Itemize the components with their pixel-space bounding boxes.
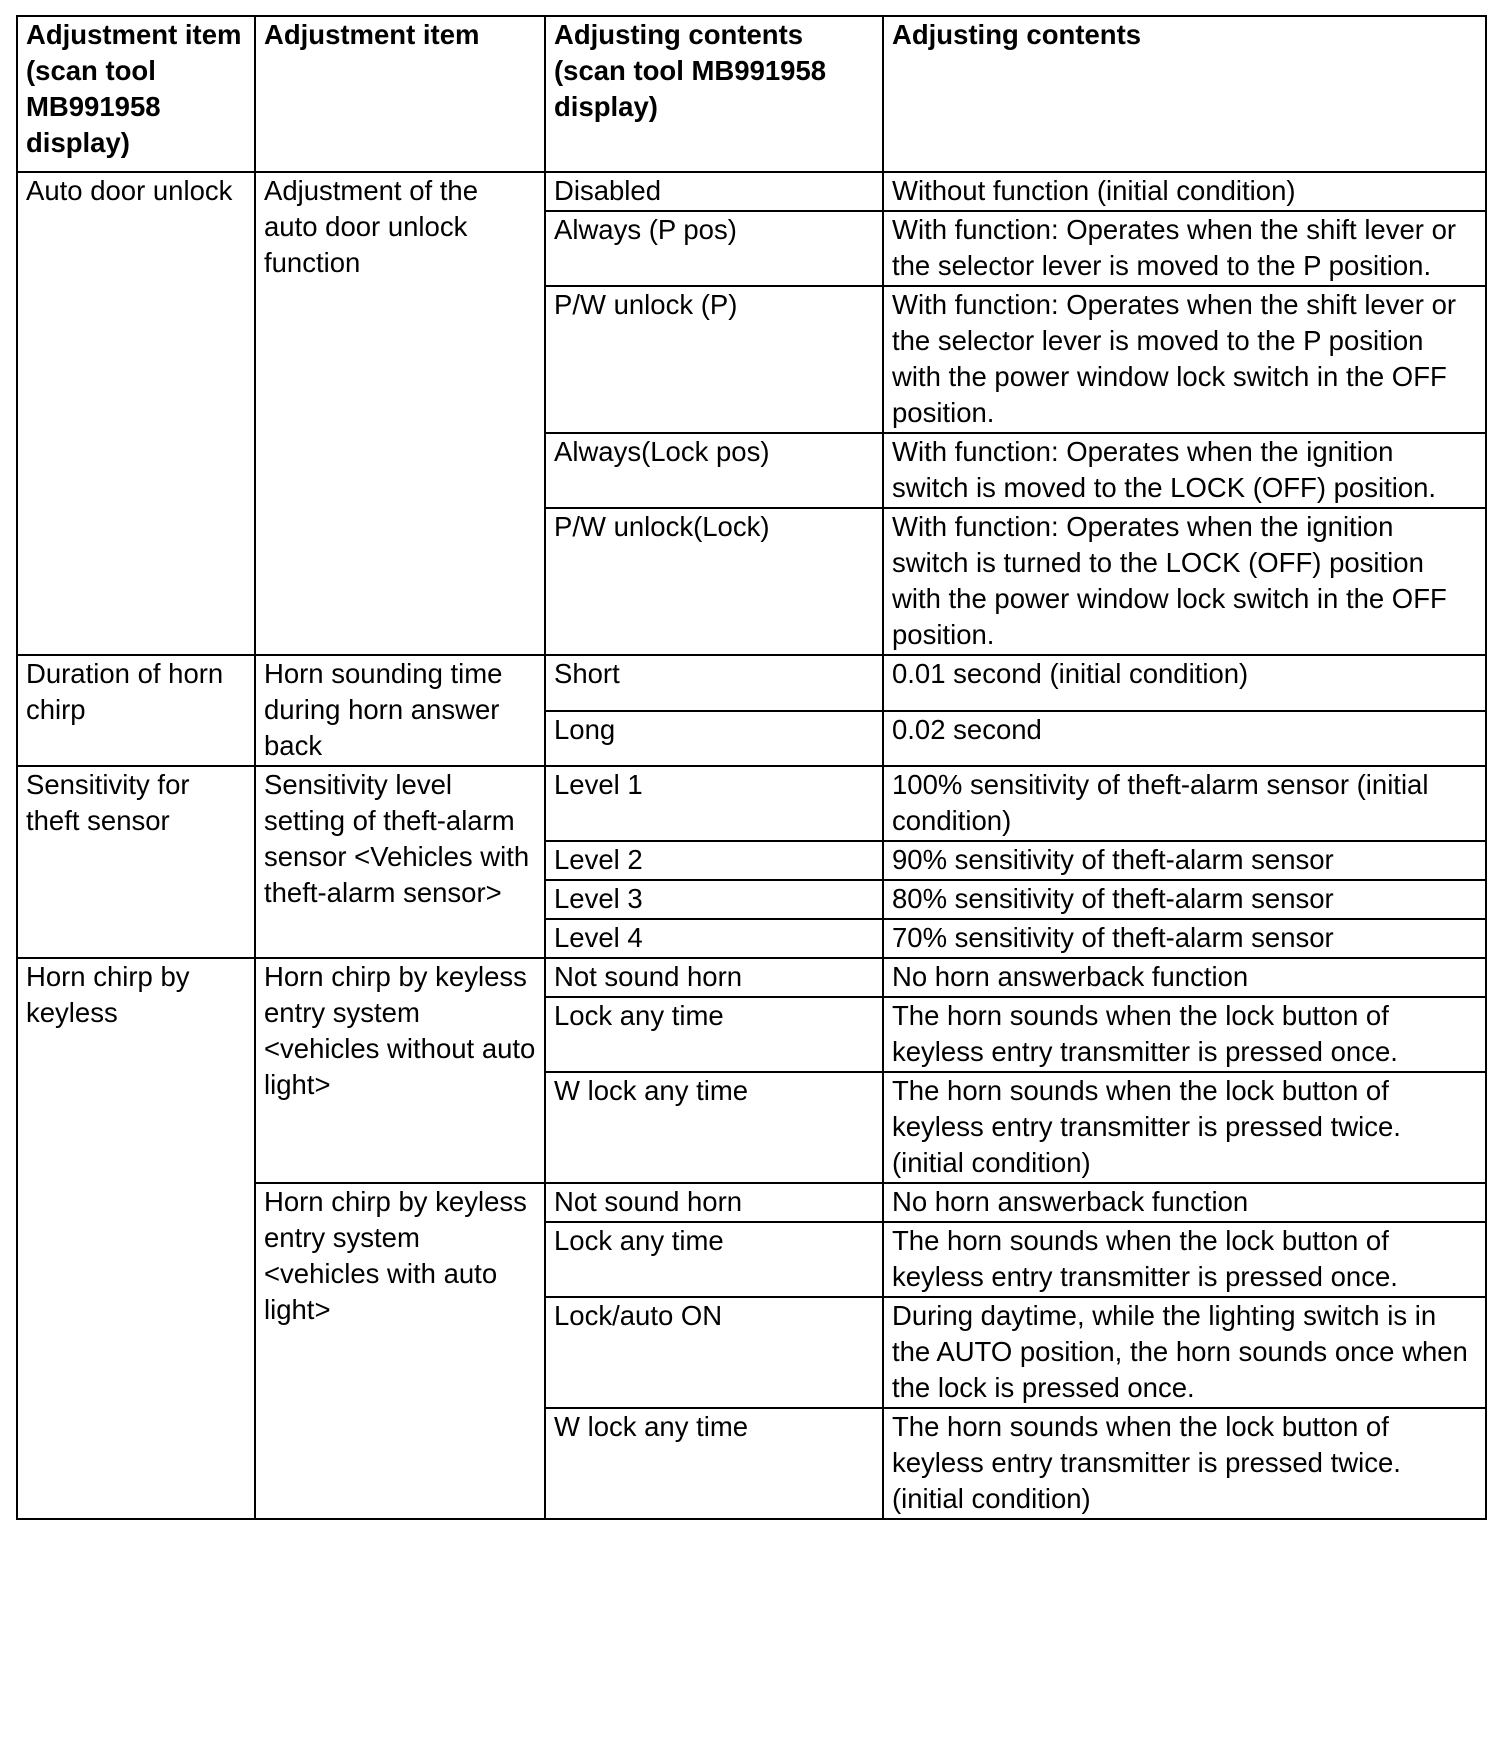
cell-contents: 90% sensitivity of theft-alarm sensor — [883, 841, 1486, 880]
cell-item-display: Duration of horn chirp — [17, 655, 255, 766]
cell-contents: During daytime, while the lighting switch is in the AUTO position, the horn sounds once when the lock is pressed once. — [883, 1297, 1486, 1408]
cell-contents-display: Not sound horn — [545, 958, 883, 997]
cell-contents-display: P/W unlock(Lock) — [545, 508, 883, 655]
table-row — [17, 766, 1486, 841]
cell-contents: Without function (initial condition) — [883, 172, 1486, 211]
cell-contents: 80% sensitivity of theft-alarm sensor — [883, 880, 1486, 919]
cell-contents-display: Short — [545, 655, 883, 711]
cell-contents: No horn answerback function — [883, 1183, 1486, 1222]
cell-item-display: Auto door unlock — [17, 172, 255, 655]
cell-contents: 100% sensitivity of theft-alarm sensor (initial condition) — [883, 766, 1486, 841]
cell-item: Horn sounding time during horn answer back — [255, 655, 545, 766]
table-row — [17, 958, 1486, 997]
cell-contents-display: Not sound horn — [545, 1183, 883, 1222]
cell-contents-display: P/W unlock (P) — [545, 286, 883, 433]
cell-contents: The horn sounds when the lock button of keyless entry transmitter is pressed twice. (initial condition) — [883, 1408, 1486, 1519]
cell-item-display: Horn chirp by keyless — [17, 958, 255, 1519]
cell-contents-display: Lock any time — [545, 1222, 883, 1297]
cell-contents-display: Long — [545, 711, 883, 767]
cell-contents: With function: Operates when the shift lever or the selector lever is moved to the P position. — [883, 211, 1486, 286]
cell-contents-display: Level 2 — [545, 841, 883, 880]
header-contents: Adjusting contents — [883, 16, 1486, 172]
cell-contents: With function: Operates when the shift lever or the selector lever is moved to the P position with the power window lock switch in the OFF position. — [883, 286, 1486, 433]
header-item: Adjustment item — [255, 16, 545, 172]
cell-contents-display: Disabled — [545, 172, 883, 211]
cell-contents-display: Level 1 — [545, 766, 883, 841]
cell-item: Horn chirp by keyless entry system <vehicles with auto light> — [255, 1183, 545, 1519]
cell-item-display: Sensitivity for theft sensor — [17, 766, 255, 958]
cell-contents-display: W lock any time — [545, 1408, 883, 1519]
header-item-display: Adjustment item (scan tool MB991958 display) — [17, 16, 255, 172]
cell-item: Horn chirp by keyless entry system <vehicles without auto light> — [255, 958, 545, 1183]
cell-item: Sensitivity level setting of theft-alarm sensor <Vehicles with theft-alarm sensor> — [255, 766, 545, 958]
cell-contents: 70% sensitivity of theft-alarm sensor — [883, 919, 1486, 958]
cell-contents: With function: Operates when the ignition switch is turned to the LOCK (OFF) position with the power window lock switch in the OFF position. — [883, 508, 1486, 655]
cell-contents: The horn sounds when the lock button of keyless entry transmitter is pressed once. — [883, 1222, 1486, 1297]
cell-contents-display: Always(Lock pos) — [545, 433, 883, 508]
cell-contents-display: Lock/auto ON — [545, 1297, 883, 1408]
table-body — [17, 172, 1486, 1519]
table-row — [17, 655, 1486, 711]
cell-contents: With function: Operates when the ignition switch is moved to the LOCK (OFF) position. — [883, 433, 1486, 508]
cell-contents: 0.02 second — [883, 711, 1486, 767]
cell-item: Adjustment of the auto door unlock function — [255, 172, 545, 655]
table-row — [17, 172, 1486, 211]
cell-contents: The horn sounds when the lock button of keyless entry transmitter is pressed once. — [883, 997, 1486, 1072]
header-contents-display: Adjusting contents (scan tool MB991958 display) — [545, 16, 883, 172]
cell-contents-display: Level 3 — [545, 880, 883, 919]
cell-contents: The horn sounds when the lock button of keyless entry transmitter is pressed twice. (initial condition) — [883, 1072, 1486, 1183]
adjustment-table — [16, 15, 1487, 1520]
cell-contents-display: Level 4 — [545, 919, 883, 958]
cell-contents-display: W lock any time — [545, 1072, 883, 1183]
cell-contents: 0.01 second (initial condition) — [883, 655, 1486, 711]
cell-contents-display: Lock any time — [545, 997, 883, 1072]
header-row — [17, 16, 1486, 172]
cell-contents: No horn answerback function — [883, 958, 1486, 997]
cell-contents-display: Always (P pos) — [545, 211, 883, 286]
